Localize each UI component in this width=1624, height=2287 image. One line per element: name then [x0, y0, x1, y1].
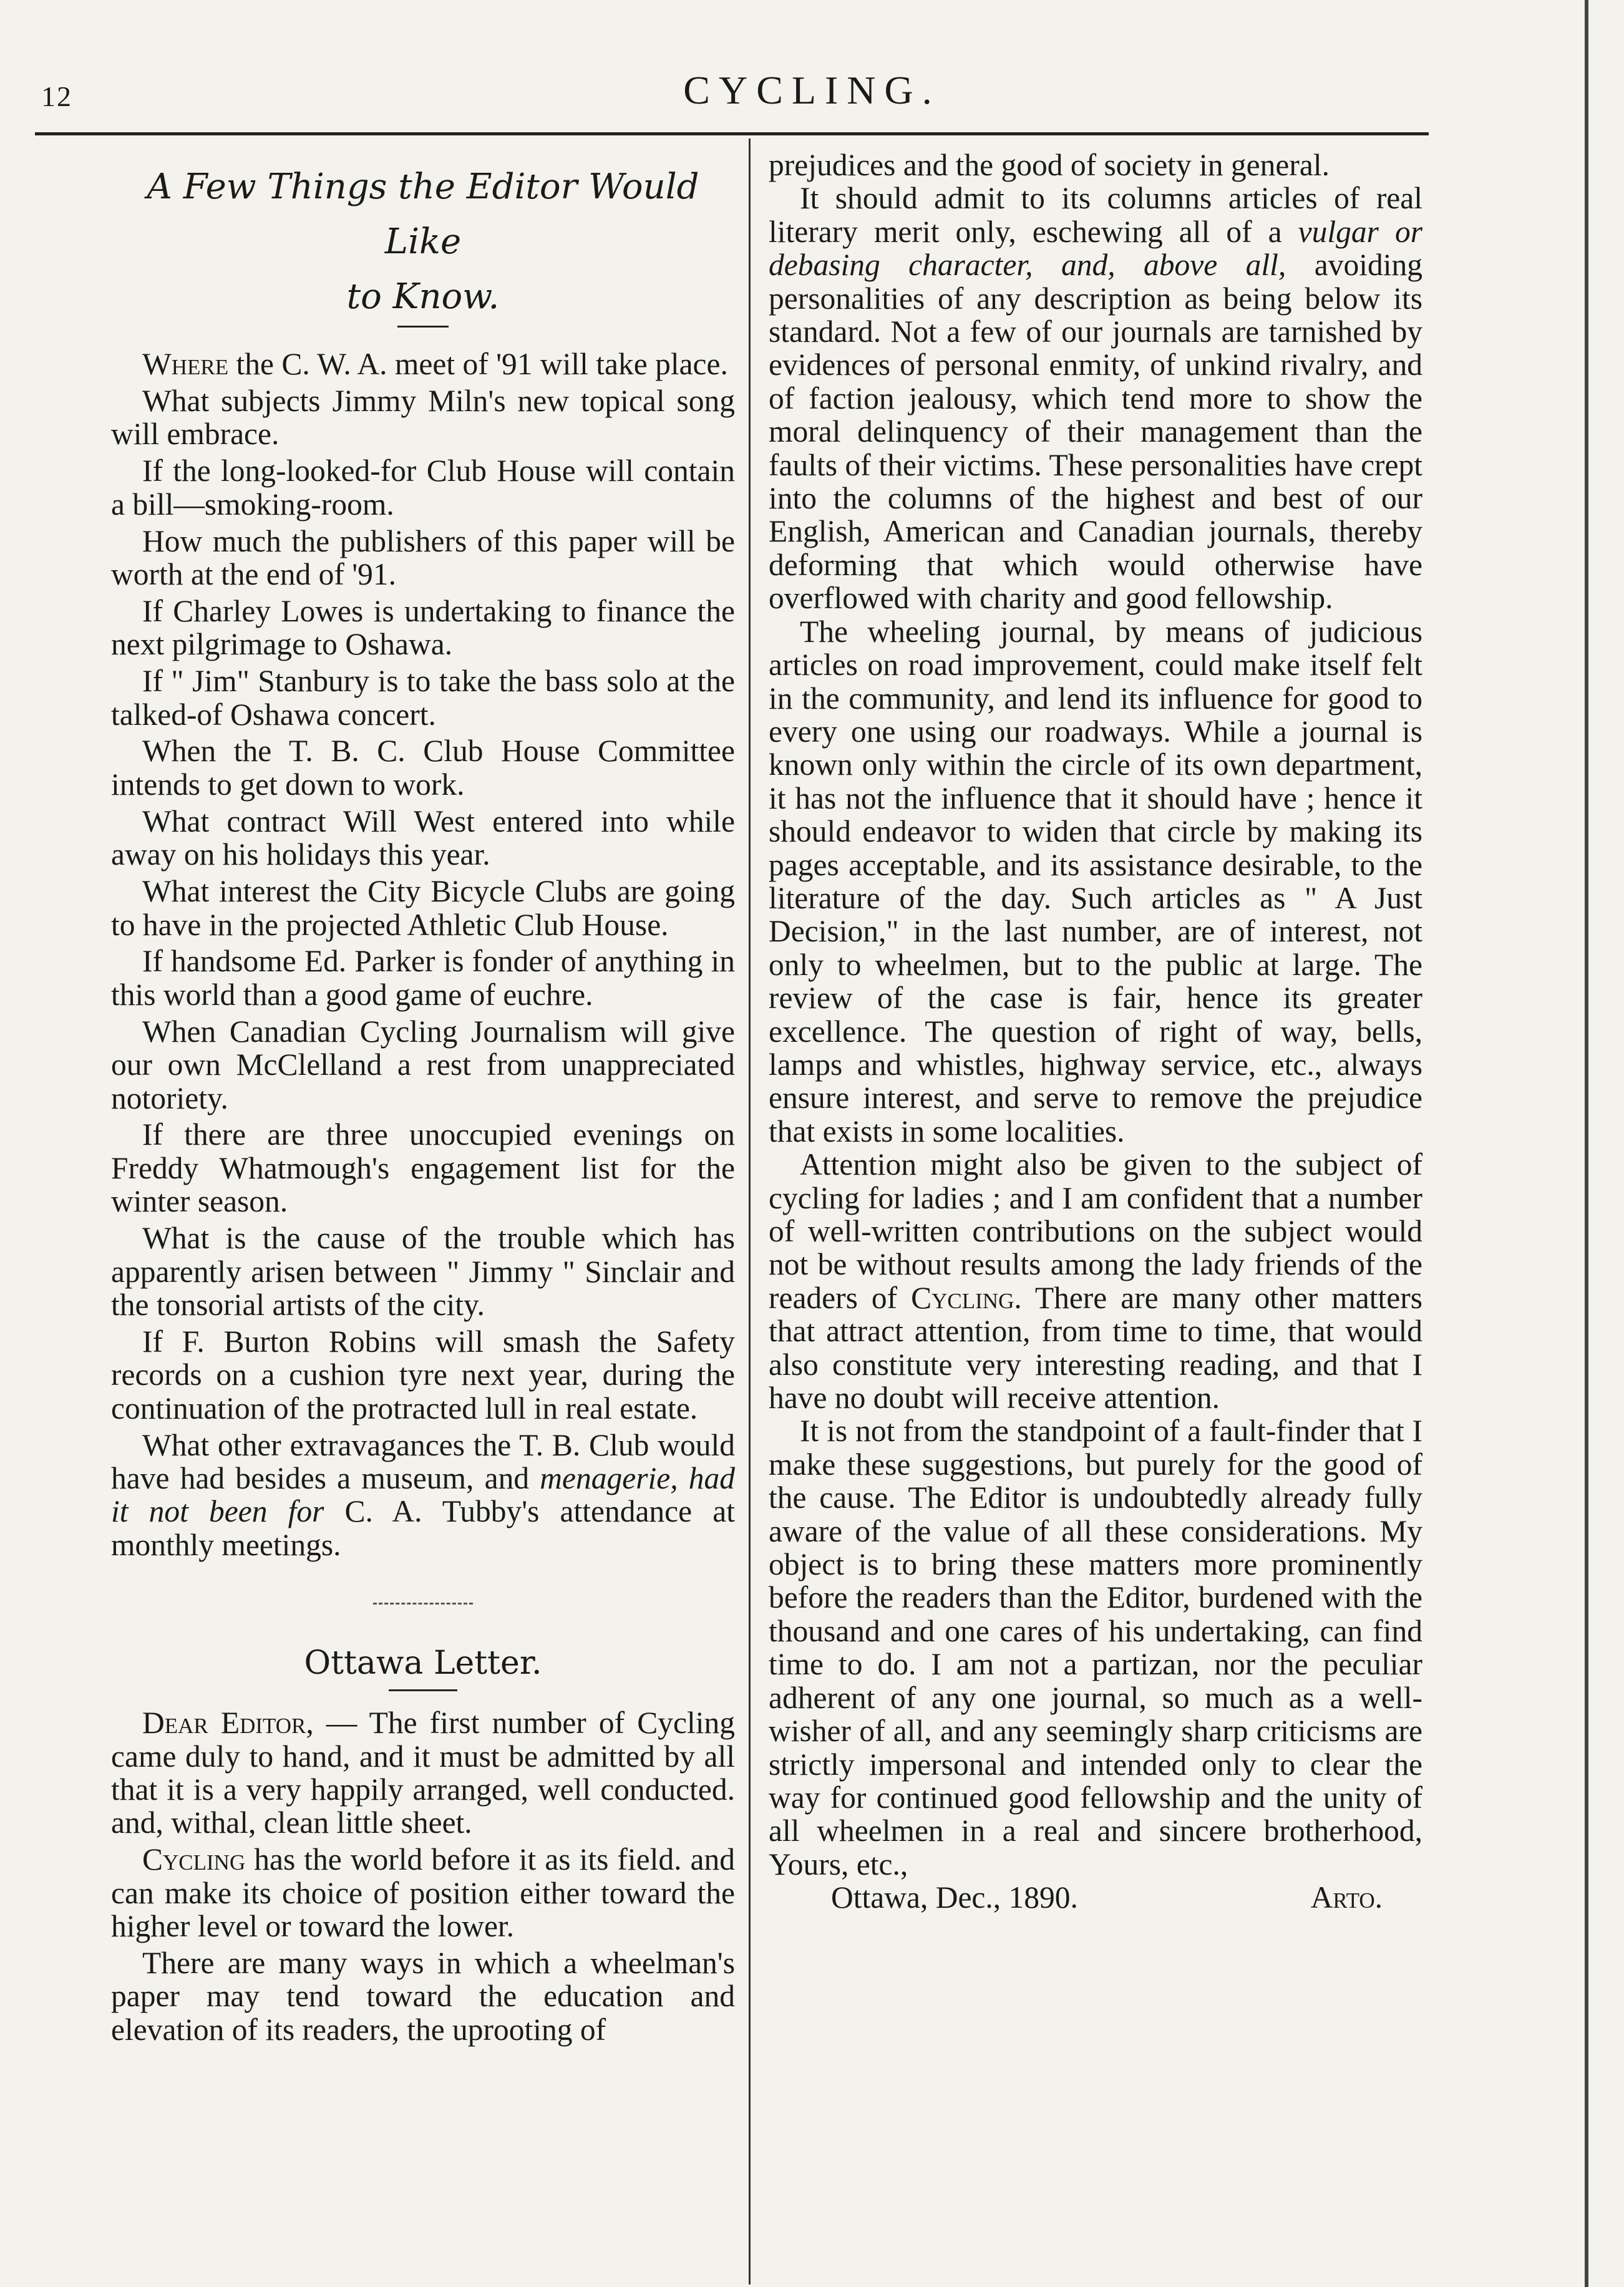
list-item-text: the C. W. A. meet of '91 will take place.	[236, 347, 728, 381]
list-item-text: What other extravagances the T. B. Club would have had besides a museum, and	[111, 1427, 735, 1495]
running-head: CYCLING.	[683, 68, 941, 112]
title-rule	[389, 1689, 457, 1691]
list-item: If " Jim" Stanbury is to take the bass solo at the talked-of Oshawa concert.	[111, 664, 735, 732]
paragraph-text: — The first number of Cycling came duly to hand, and it must be admitted by all that it is a very happily arranged, well conducted. and, withal, clean little sheet.	[111, 1706, 735, 1840]
list-item: If Charley Lowes is undertaking to finance the next pilgrimage to Oshawa.	[111, 593, 735, 662]
right-column	[769, 148, 1422, 1915]
list-item-text: C. A. Tubby's attendance at monthly meetings.	[111, 1494, 735, 1562]
header-rule	[35, 132, 1429, 135]
paragraph-text: It should admit to its columns articles of real literary merit only, eschewing all of a	[769, 181, 1422, 249]
magazine-name: Cycling	[142, 1842, 246, 1877]
paragraph	[769, 182, 1422, 614]
paragraph: It is not from the standpoint of a fault-finder that I make these suggestions, but purely for the good of the cause. The Editor is undoubtedly already fully aware of the value of all these considerations. My object is to bring these matters more prominently before the readers than the Editor, burdened with the thousand and one cares of his undertaking, can find time to do. I am not a partizan, nor the peculiar adherent of any one journal, so much as a well-wisher of all, and any seemingly sharp criticisms are strictly impersonal and intended only to clear the way for continued good fellowship and the unity of all wheelmen in a real and sincere brotherhood, Yours, etc.,	[769, 1414, 1422, 1882]
article-title-line-2: to Know.	[346, 276, 500, 317]
list-item: When the T. B. C. Club House Committee intends to get down to work.	[111, 734, 735, 802]
section-break	[373, 1603, 473, 1605]
list-item: What contract Will West entered into while away on his holidays this year.	[111, 804, 735, 872]
article-title	[111, 160, 735, 324]
left-column	[111, 150, 735, 2050]
salutation: Dear Editor,	[142, 1706, 314, 1741]
drop-word: Where	[142, 347, 229, 381]
paragraph: prejudices and the good of society in general.	[769, 148, 1330, 182]
paragraph-text: . There are many other matters that attract attention, from time to time, that would also constitute very interesting reading, and that I have no doubt will receive attention.	[769, 1280, 1422, 1415]
list-item: What subjects Jimmy Miln's new topical song will embrace.	[111, 383, 735, 452]
list-item	[111, 1429, 735, 1562]
italic-phrase: menagerie, had it not been for	[111, 1461, 736, 1529]
list-item: If there are three unoccupied evenings on Freddy Whatmough's engagement list for the winter season.	[111, 1117, 735, 1219]
list-item: What interest the City Bicycle Clubs are going to have in the projected Athletic Club House.	[111, 874, 735, 942]
paragraph: There are many ways in which a wheelman's paper may tend toward the education and elevation of its readers, the uprooting of	[111, 1946, 735, 2047]
paragraph-text: has the world before it as its field. and can make its choice of position either toward the higher level or toward the lower.	[111, 1842, 735, 1944]
page-number: 12	[41, 80, 72, 112]
paragraph	[111, 1706, 735, 1840]
signature-name: Arto.	[1310, 1880, 1383, 1915]
italic-phrase: vulgar or debasing character, and, above all,	[769, 214, 1422, 283]
paragraph	[111, 1843, 735, 1943]
list-item: If F. Burton Robins will smash the Safety records on a cushion tyre next year, during the continuation of the protracted lull in real estate.	[111, 1324, 735, 1425]
list-item: If handsome Ed. Parker is fonder of anything in this world than a good game of euchre.	[111, 944, 735, 1012]
magazine-name: Cycling	[911, 1280, 1014, 1315]
list-item: When Canadian Cycling Journalism will give our own McClelland a rest from unappreciated notoriety.	[111, 1014, 735, 1115]
page-edge-rule	[1585, 0, 1588, 2287]
signature-line	[769, 1881, 1422, 1914]
list-item	[111, 347, 735, 381]
list-item: If the long-looked-for Club House will contain a bill—smoking-room.	[111, 454, 735, 522]
letter-title: Ottawa Letter.	[304, 1644, 542, 1682]
paragraph-text: avoiding personalities of any description as being below its standard. Not a few of our journals are tarnished by evidences of personal enmity, of unkind rivalry, and of faction jealousy, which tend more to show the moral delinquency of their management than the faults of their victims. These personalities have crept into the columns of the highest and best of our English, American and Canadian journals, thereby deforming that which would otherwise have overflowed with charity and good fellowship.	[769, 248, 1422, 616]
column-divider	[749, 138, 751, 2285]
paragraph-text: Attention might also be given to the subject of cycling for ladies ; and I am confident that a number of well-written contributions on the subject would not be without results among the lady friends of the readers of	[769, 1147, 1422, 1315]
title-rule	[397, 326, 449, 328]
article-title-line-1: A Few Things the Editor Would Like	[147, 167, 699, 262]
list-item: What is the cause of the trouble which has apparently arisen between " Jimmy " Sinclair and the tonsorial artists of the city.	[111, 1221, 735, 1322]
list-item: How much the publishers of this paper will be worth at the end of '91.	[111, 523, 735, 591]
paragraph: The wheeling journal, by means of judicious articles on road improvement, could make itself felt in the community, and lend its influence for good to every one using our roadways. While a journal is known only within the circle of its own department, it has not the influence that it should have ; hence it should endeavor to widen that circle by making its pages acceptable, and its assistance desirable, to the literature of the day. Such articles as " A Just Decision," in the last number, are of interest, not only to wheelmen, but to the public at large. The review of the case is fair, hence its greater excellence. The question of right of way, bells, lamps and whistles, highway service, etc., always ensure interest, and serve to remove the prejudice that exists in some localities.	[769, 614, 1422, 1148]
signature-place-date: Ottawa, Dec., 1890.	[831, 1880, 1078, 1915]
paragraph	[769, 1148, 1422, 1414]
